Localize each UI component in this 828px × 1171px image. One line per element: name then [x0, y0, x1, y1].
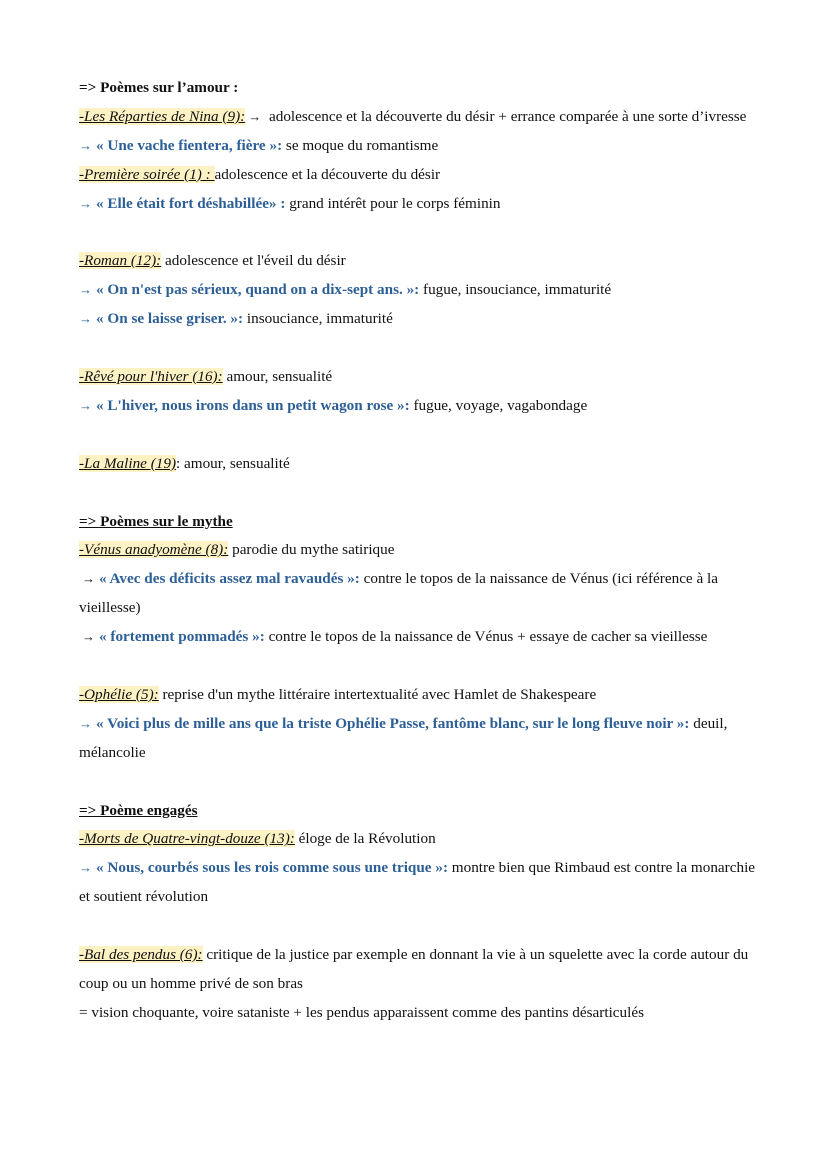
arrow-icon: →: [82, 571, 95, 587]
spacer: [79, 652, 759, 681]
arrow-icon: →: [79, 282, 92, 298]
poem-quote: « Une vache fientera, fière »:: [96, 136, 283, 154]
poem-title: -Rêvé pour l'hiver (16):: [79, 368, 223, 386]
quote-comment: se moque du romantisme: [282, 136, 439, 154]
poem-entry-ophelie: [79, 681, 759, 710]
spacer: [79, 768, 759, 797]
poem-description: adolescence et l'éveil du désir: [161, 252, 346, 270]
poem-entry-maline: [79, 450, 759, 479]
section-heading-amour: => Poèmes sur l’amour :: [79, 79, 239, 96]
poem-entry-roman: [79, 247, 759, 276]
poem-entry-morts: [79, 825, 759, 854]
quote-comment: montre bien que Rimbaud est contre la monarchie et soutient révolution: [79, 859, 756, 906]
poem-title: -Première soirée (1) :: [79, 165, 215, 183]
quote-line: [79, 565, 759, 623]
quote-comment: fugue, insouciance, immaturité: [419, 281, 612, 299]
poem-quote: « Elle était fort déshabillée» :: [96, 194, 286, 212]
quote-line: [79, 305, 759, 334]
spacer: [79, 334, 759, 363]
section-heading-engages: => Poème engagés: [79, 801, 198, 819]
section-heading-mythe: => Poèmes sur le mythe: [79, 512, 233, 530]
arrow-icon: →: [79, 715, 92, 731]
poem-quote: « Avec des déficits assez mal ravaudés »:: [99, 570, 360, 588]
poem-description: adolescence et la découverte du désir: [214, 165, 441, 183]
poem-title: -Ophélie (5):: [79, 685, 159, 703]
poem-quote: « Nous, courbés sous les rois comme sous une trique »:: [96, 859, 448, 877]
arrow-icon: →: [79, 397, 92, 413]
arrow-icon: →: [248, 108, 262, 124]
spacer: [79, 912, 759, 941]
quote-line: [79, 392, 759, 421]
poem-quote: « L'hiver, nous irons dans un petit wagon rose »:: [96, 396, 410, 414]
poem-entry-reve: [79, 363, 759, 392]
poem-title: -Roman (12):: [79, 252, 162, 270]
poem-description: éloge de la Révolution: [294, 830, 436, 848]
poem-description: reprise d'un mythe littéraire intertextualité avec Hamlet de Shakespeare: [158, 685, 597, 703]
poem-quote: « fortement pommadés »:: [99, 628, 265, 646]
quote-comment: contre le topos de la naissance de Vénus (ici référence à la vieillesse): [79, 570, 718, 617]
conclusion-text: = vision choquante, voire sataniste + les pendus apparaissent comme des pantins désarticulés: [79, 1003, 645, 1021]
quote-line: [79, 710, 759, 768]
poem-description: : amour, sensualité: [176, 454, 290, 472]
poem-title: -Bal des pendus (6):: [79, 946, 203, 964]
quote-line: [79, 190, 759, 219]
quote-line: [79, 132, 759, 161]
poem-title: -Les Réparties de Nina (9):: [79, 107, 246, 125]
quote-comment: deuil, mélancolie: [79, 714, 728, 761]
quote-comment: insouciance, immaturité: [243, 310, 393, 328]
poem-title: -Morts de Quatre-vingt-douze (13):: [79, 830, 295, 848]
poem-title: -Vénus anadyomène (8):: [79, 541, 229, 559]
conclusion-line: [79, 999, 759, 1028]
poem-entry-premiere-soiree: [79, 161, 759, 190]
arrow-icon: →: [82, 629, 95, 645]
arrow-icon: →: [79, 137, 92, 153]
quote-comment: contre le topos de la naissance de Vénus + essaye de cacher sa vieillesse: [264, 628, 708, 646]
spacer: [79, 219, 759, 248]
quote-comment: fugue, voyage, vagabondage: [409, 396, 588, 414]
poem-description: adolescence et la découverte du désir + errance comparée à une sorte d’ivresse: [265, 107, 747, 125]
poem-title: -La Maline (19): [79, 454, 177, 472]
quote-comment: grand intérêt pour le corps féminin: [285, 194, 501, 212]
document-body: [79, 74, 759, 1028]
poem-quote: « On se laisse griser. »:: [96, 310, 244, 328]
spacer: [79, 479, 759, 508]
poem-description: parodie du mythe satirique: [228, 541, 395, 559]
arrow-icon: →: [79, 195, 92, 211]
poem-quote: « Voici plus de mille ans que la triste Ophélie Passe, fantôme blanc, sur le long fleuve noir »:: [96, 714, 690, 732]
quote-line: [79, 623, 759, 652]
poem-entry-bal-des-pendus: [79, 941, 759, 999]
spacer: [79, 421, 759, 450]
quote-line: [79, 854, 759, 912]
poem-description: critique de la justice par exemple en donnant la vie à un squelette avec la corde autour du coup ou un homme privé de son bras: [79, 946, 749, 992]
arrow-icon: →: [79, 311, 92, 327]
poem-quote: « On n'est pas sérieux, quand on a dix-sept ans. »:: [96, 281, 420, 299]
quote-line: [79, 276, 759, 305]
poem-entry-nina: [79, 103, 759, 132]
poem-description: amour, sensualité: [222, 368, 333, 386]
arrow-icon: →: [79, 860, 92, 876]
poem-entry-venus: [79, 536, 759, 565]
